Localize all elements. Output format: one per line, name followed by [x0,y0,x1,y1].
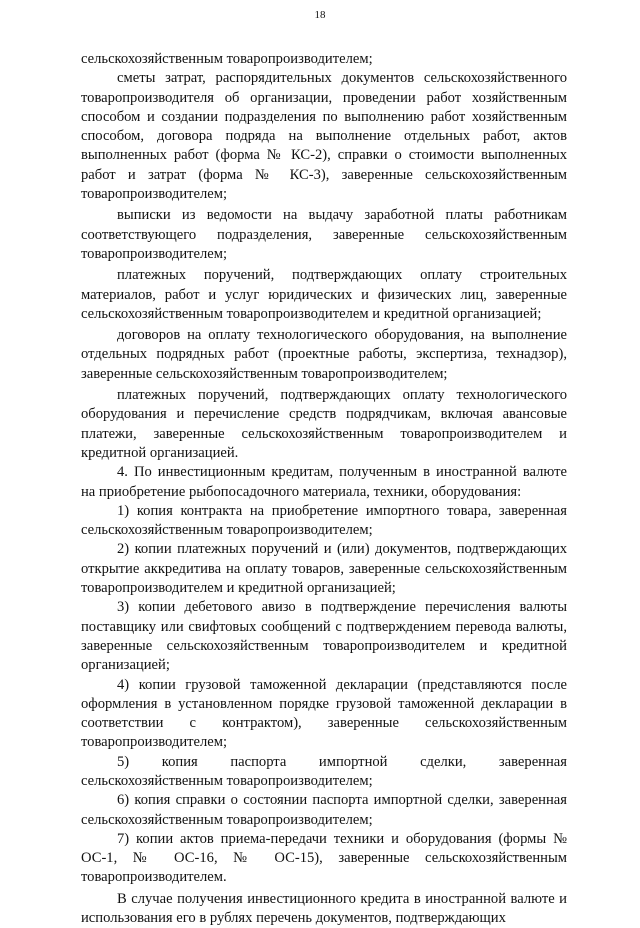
paragraph-cost-estimates: сметы затрат, распорядительных документов сельскохозяйственного товаропроизводителя об организации, проведении работ хозяйственным способом и создании подразделения по выполнению работ хозяйственным способом, договора подряда на выполнение отдельных работ, актов выполненных работ (форма № КС-2), справки о стоимости выполненных работ и затрат (форма № КС-3), заверенные сельскохозяйственным товаропроизводителем; [81,70,567,203]
paragraph-payroll-extracts: выписки из ведомости на выдачу заработной платы работникам соответствующего подразделения, заверенные сельскохозяйственным товаропроизводителем; [81,207,567,262]
list-item-2: 2) копии платежных поручений и (или) документов, подтверждающих открытие аккредитива на оплату товаров, заверенные сельскохозяйственным товаропроизводителем и кредитной организацией; [81,541,567,597]
list-item-4: 4) копии грузовой таможенной декларации (представляются после оформления в установленном порядке грузовой таможенной декларации в соответствии с контрактом), заверенные сельскохозяйственным товаропроизводителем; [81,676,567,751]
list-item-1: 1) копия контракта на приобретение импортного товара, заверенная сельскохозяйственным товаропроизводителем; [81,502,567,539]
paragraph-payment-orders-materials: платежных поручений, подтверждающих оплату строительных материалов, работ и услуг юридических и физических лиц, заверенные сельскохозяйственным товаропроизводителем и кредитной организацией; [81,267,567,322]
paragraph-foreign-currency-note: В случае получения инвестиционного кредита в иностранной валюте и использования его в рублях перечень документов, подтверждающих [81,890,567,927]
list-item-6: 6) копия справки о состоянии паспорта импортной сделки, заверенная сельскохозяйственным товаропроизводителем; [81,792,567,828]
paragraph-section-4-heading: 4. По инвестиционным кредитам, полученным в иностранной валюте на приобретение рыбопосадочного материала, техники, оборудования: [81,464,567,500]
paragraph-equipment-contracts: договоров на оплату технологического оборудования, на выполнение отдельных подрядных работ (проектные работы, экспертиза, технадзор), заверенные сельскохозяйственным товаропроизводителем; [81,327,567,382]
page-number: 18 [314,9,326,21]
list-item-3: 3) копии дебетового авизо в подтверждение перечисления валюты поставщику или свифтовых сообщений с подтверждением перевода валюты, заверенные сельскохозяйственным товаропроизводителем и кредитной организацией; [81,599,567,674]
list-item-7: 7) копии актов приема-передачи техники и оборудования (формы № ОС-1, № ОС-16, № ОС-15), заверенные сельскохозяйственным товаропроизводителем. [81,830,567,886]
list-item-5: 5) копия паспорта импортной сделки, заверенная сельскохозяйственным товаропроизводителем; [81,753,567,789]
paragraph-payment-orders-equipment: платежных поручений, подтверждающих оплату технологического оборудования и перечисление средств подрядчикам, включая авансовые платежи, заверенные сельскохозяйственным товаропроизводителем и кредитной организацией. [81,387,567,461]
paragraph-continuation: сельскохозяйственным товаропроизводителем; [81,51,373,67]
document-body [81,50,567,928]
